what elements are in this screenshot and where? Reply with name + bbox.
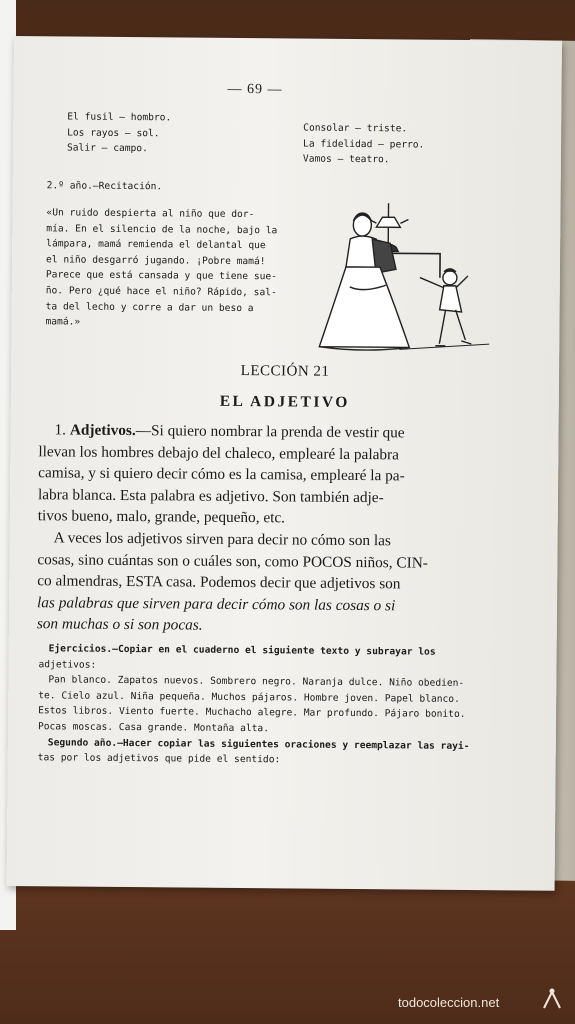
- lesson-number: LECCIÓN 21: [240, 362, 330, 380]
- recitation-line: lámpara, mamá remienda el delantal que: [46, 238, 266, 252]
- recitation-title: 2.º año.—Recitación.: [46, 180, 163, 193]
- mother-figure: [319, 213, 410, 351]
- word-pair: Consolar — triste.: [303, 122, 408, 135]
- recitation-line: Parece que está cansada y que tiene sue-: [45, 269, 278, 283]
- paragraph-line: co almendras, ESTA casa. Podemos decir que adjetivos son: [37, 572, 401, 593]
- paragraph-line: camisa, y si quiero decir cómo es la camisa, emplearé la pa-: [38, 464, 405, 485]
- exercise-line: te. Cielo azul. Niña pequeña. Muchos pájaros. Hombre joven. Papel blanco.: [38, 690, 460, 705]
- book-page: [7, 36, 562, 891]
- exercise-line: Estos libros. Viento fuerte. Muchacho alegre. Mar profundo. Pájaro bonito.: [38, 705, 466, 721]
- watermark: todocoleccion.net: [398, 995, 500, 1010]
- word-pair: La fidelidad — perro.: [303, 138, 425, 151]
- lesson-title: EL ADJETIVO: [219, 392, 350, 411]
- recitation-line: mamá.»: [45, 316, 81, 328]
- paragraph-adjectives: [38, 419, 519, 531]
- word-pair: El fusil — hombro.: [67, 111, 172, 124]
- exercise-line: adjetivos:: [38, 658, 97, 671]
- exercises-block: [38, 641, 519, 770]
- page-number: — 69 —: [227, 81, 283, 98]
- recitation-line: ño. Pero ¿qué hace el niño? Rápido, sal-: [45, 285, 277, 299]
- exercise-line: Segundo año.—Hacer copiar las siguientes oraciones y reemplazar las rayi-: [47, 736, 470, 752]
- paragraph-lead: 1.: [54, 421, 67, 439]
- word-pairs-left: [67, 109, 171, 157]
- mother-and-child-illustration: [289, 176, 491, 358]
- paragraph-line: son muchas o si son pocas.: [36, 615, 203, 635]
- paragraph-line: labra blanca. Esta palabra es adjetivo. Son también adje-: [37, 486, 384, 507]
- watermark-logo-icon: [540, 986, 564, 1012]
- word-pair: Los rayos — sol.: [67, 127, 160, 139]
- paragraph-line: las palabras que sirven para decir cómo son las cosas o si: [36, 593, 396, 615]
- paragraph-line: —Si quiero nombrar la prenda de vestir que: [135, 422, 405, 442]
- recitation-text: [45, 205, 294, 332]
- exercise-line: Pocas moscas. Casa grande. Montaña alta.: [37, 721, 270, 735]
- paragraph-line: llevan los hombres debajo del chaleco, emplearé la palabra: [38, 442, 400, 463]
- recitation-line: el niño desgarró jugando. ¡Pobre mamá!: [46, 254, 266, 267]
- recitation-line: «Un ruido despierta al niño que dor-: [46, 207, 255, 221]
- exercise-line: Ejercicios.—Copiar en el cuaderno el siguiente texto y subrayar los: [48, 643, 436, 658]
- paragraph-line: cosas, sino cuántas son o cuáles son, como POCOS niños, CIN-: [37, 550, 428, 572]
- paragraph-line: tivos bueno, malo, grande, pequeño, etc.: [37, 507, 286, 527]
- paragraph-heading: Adjetivos.: [69, 421, 136, 440]
- paragraph-line: A veces los adjetivos sirven para decir no cómo son las: [53, 529, 391, 550]
- word-pairs-right: [303, 121, 425, 169]
- lesson-body: [37, 419, 519, 639]
- recitation-line: ta del lecho y corre a dar un beso a: [45, 300, 254, 314]
- word-pair: Salir — campo.: [66, 142, 148, 155]
- recitation-line: mía. En el silencio de la noche, bajo la: [46, 222, 278, 236]
- exercise-line: tas por los adjetivos que pide el sentido:: [37, 752, 281, 766]
- exercise-line: Pan blanco. Zapatos nuevos. Sombrero negro. Naranja dulce. Niño obedien-: [48, 674, 465, 690]
- word-pair: Vamos — teatro.: [302, 153, 390, 166]
- paragraph-quantity-adjectives: [37, 527, 518, 639]
- child-figure: [419, 269, 472, 346]
